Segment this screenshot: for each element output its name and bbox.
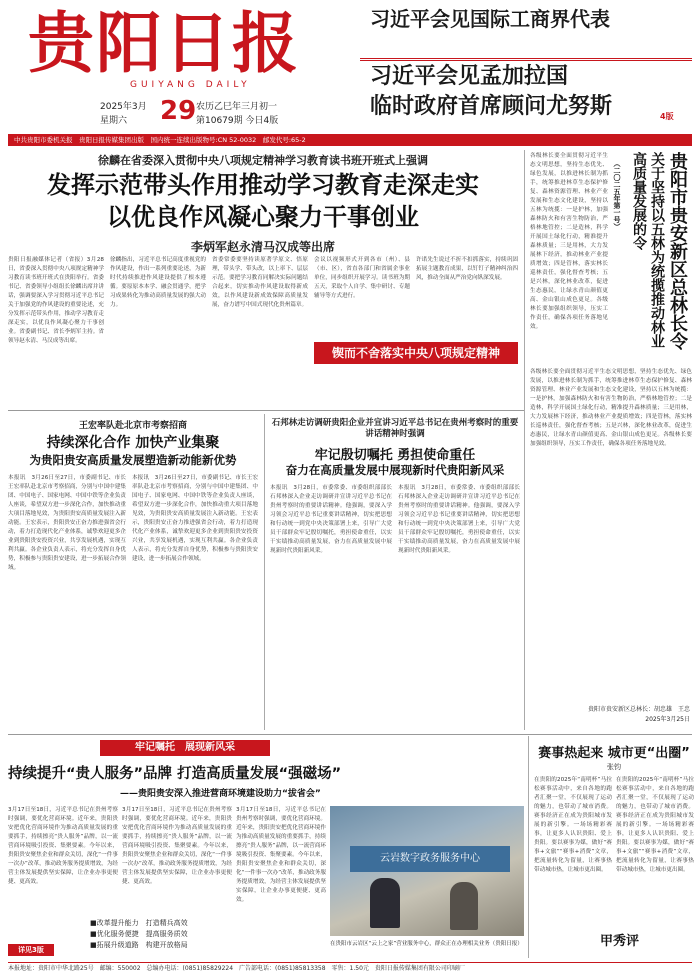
column-col-1: 在贵阳的2025年“南明杯”马拉松赛事活动中，来自各地的跑者汇聚一堂，不仅展现了运动的魅力，也带动了城市消费。赛事经济正在成为贵阳城市发展的新引擎。一场场精彩赛事，让更多人认识贵阳、爱上贵阳。要以赛事为媒，做好“赛事+文旅”“赛事+消费”文章，把流量转化为留量，让赛事热带动城市热，让城市更出圈。 — [534, 777, 612, 873]
story2-col-2: 本报讯 3月26日至27日，市委副书记、市长王宏率队赴北京市考察招商，分别与中国中建集团、中国电子、国家电网、中国中铁等企业负责人座谈，希望双方进一步深化合作，加快推动重大项目落地见效，为贵阳贵安高质量发展注入新动能。王宏表示，贵阳贵安正奋力推进强省会行动，着力打造现代化产业体系，诚挚欢迎更多企业到贵阳贵安投资兴业，共享发展机遇，实现互利共赢。各企业负责人表示，将充分发挥自身优势，积极参与贵阳贵安建设，进一步拓展合作领域。 — [132, 475, 258, 562]
top-headline-2-line2[interactable]: 临时政府首席顾问尤努斯 — [370, 94, 613, 119]
feature-photo-caption: 在贵阳市云岩区“云上之家”营业服务中心，群众正在办理相关业务（贵阳日报） — [330, 941, 523, 947]
column-seal: 甲秀评 — [600, 934, 640, 949]
top-headline-1[interactable]: 习近平会见国际工商界代表 — [370, 7, 610, 31]
lead-col-3: 省委常委要坚持读原著学原文、悟原理，带头学、带头改，以上率下、层层示范。要把学习教育同解决实际问题结合起来，切实推动作风建设取得新成效，以作风建设新成效保障高质量发展，奋力谱写中国式现代化贵州篇章。 — [212, 257, 308, 308]
column-col-2: 在贵阳的2025年“南明杯”马拉松赛事活动中，来自各地的跑者汇聚一堂，不仅展现了运动的魅力，也带动了城市消费。赛事经济正在成为贵阳城市发展的新引擎。一场场精彩赛事，让更多人认识贵阳、爱上贵阳。要以赛事为媒，做好“赛事+文旅”“赛事+消费”文章，把流量转化为留量，让赛事热带动城市热，让城市更出圈。 — [616, 777, 694, 873]
feature-bullets — [90, 918, 270, 951]
feature-title[interactable]: 持续提升“贵人服务”品牌 打造高质量发展“强磁场” — [8, 766, 342, 782]
story3-col-2: 本报讯 3月28日，市委常委、市委组织部部长石邦林深入企业走访调研并宣讲习近平总书记在贵州考察时的重要讲话精神。他强调，要深入学习领会习近平总书记重要讲话精神，切实把思想和行动统一到党中央决策部署上来，引导广大党员干部群众牢记殷切嘱托，勇担使命重任，以实干实绩推动高质量发展，奋力在高质量发展中展现新时代贵阳新风采。 — [398, 485, 520, 554]
masthead-title: 贵阳日报 — [28, 4, 300, 82]
top-headline-box — [360, 7, 692, 126]
feature-sub: ——贵阳贵安深入推进营商环境建设助力“拔省会” — [120, 789, 321, 799]
feature-page-ref[interactable]: 详见3版 — [8, 944, 54, 956]
column-author: 张钧 — [607, 763, 621, 771]
date-issue: 第10679期 今日4版 — [196, 116, 279, 126]
lead-col-2: 徐麟指出，习近平总书记高度重视党的作风建设，作出一系列重要论述，为新时代持续推进作风建设提供了根本遵循。要原原本本学、融会贯通学，把学习成果转化为推动高质量发展的强大动力。 — [110, 257, 206, 308]
story2-title-line1[interactable]: 持续深化合作 加快产业集聚 — [46, 435, 220, 451]
date-year-month: 2025年3月 — [100, 102, 147, 112]
story3-kicker[interactable]: 石邦林走访调研贵阳企业并宣讲习近平总书记在贵州考察时的重要讲话精神时强调 — [271, 418, 519, 439]
feature-photo — [330, 806, 524, 936]
top-headline-page-ref[interactable]: 4版 — [660, 112, 674, 121]
feature-bullet-2[interactable]: ■优化服务便捷 提高服务质效 — [90, 930, 188, 938]
lead-col-4: 会议以视频形式开到各市（州）、县（市、区），省直各部门和省属企事业单位，同步组织开展学习。读书班为期五天，采取个人自学、集中研讨、专题辅导等方式进行。 — [314, 257, 410, 299]
commentary-col-1: 各级林长要全面贯彻习近平生态文明思想，坚持生态优先、绿色发展，以推进林长制为抓手，统筹推进林草生态保护修复、森林资源管理、林业产业发展和生态文化建设，坚持以五林为统揽：一是护林，加强森林防火和有害生物防治，严格林地管控；二是造林，科学开展国土绿化行动，精准提升森林质量；三是用林，大力发展林下经济，推动林业产业提质增效；四是管林，落实林长巡林责任，强化督查考核；五是兴林，深化林业改革，促进生态惠民，让绿水青山颜值更高、金山银山成色更足。各级林长要加强组织领导，压实工作责任，确保各项任务落地见效。 — [530, 153, 608, 330]
date-day: 29 — [160, 96, 197, 126]
dateline — [100, 95, 350, 129]
feature-col-3: 3月17日至18日，习近平总书记在贵州考察时强调，要优化营商环境。近年来，贵阳贵安把优化营商环境作为推动高质量发展的重要抓手，持续擦亮“贵人服务”品牌，以一流营商环境吸引投资、集聚要素。今年以来，贵阳贵安聚焦企业和群众关切，深化“一件事一次办”改革，推动政务服务提质增效，为经营主体发展提供坚实保障，让企业办事更便捷、更高效。 — [236, 807, 326, 903]
commentary-sub: 关于坚持以五林为统揽推动林业高质量发展的令 — [631, 152, 665, 348]
story2-title-line2[interactable]: 为贵阳贵安高质量发展塑造新动能新优势 — [29, 453, 237, 467]
feature-bullet-3[interactable]: ■拓展升级道路 构建开放格局 — [90, 941, 188, 949]
commentary-date: 2025年3月25日 — [645, 716, 690, 723]
story3-col-1: 本报讯 3月28日，市委常委、市委组织部部长石邦林深入企业走访调研并宣讲习近平总书记在贵州考察时的重要讲话精神。他强调，要深入学习领会习近平总书记重要讲话精神，切实把思想和行动统一到党中央决策部署上来，引导广大党员干部群众牢记殷切嘱托，勇担使命重任，以实干实绩推动高质量发展，奋力在高质量发展中展现新时代贵阳新风采。 — [270, 485, 392, 554]
commentary-col-2: 各级林长要全面贯彻习近平生态文明思想，坚持生态优先、绿色发展，以推进林长制为抓手，统筹推进林草生态保护修复、森林资源管理、林业产业发展和生态文化建设，坚持以五林为统揽：一是护林，加强森林防火和有害生物防治，严格林地管控；二是造林，科学开展国土绿化行动，精准提升森林质量；三是用林，大力发展林下经济，推动林业产业提质增效；四是管林，落实林长巡林责任，强化督查考核；五是兴林，深化林业改革，促进生态惠民，让绿水青山颜值更高、金山银山成色更足。各级林长要加强组织领导，压实工作责任，确保各项任务落地见效。 — [530, 369, 692, 447]
date-lunar: 农历乙巳年三月初一 — [196, 102, 278, 112]
story3-title-line2[interactable]: 奋力在高质量发展中展现新时代贵阳新风采 — [285, 463, 505, 477]
feature-bullet-1[interactable]: ■改革提升能力 打造精兵高效 — [90, 919, 188, 927]
lead-col-1: 贵阳日报融媒体记者（省报）3月28日，省委深入贯彻中央八项规定精神学习教育读书班开班式在贵阳举行。省委书记、省委领导小组组长徐麟出席并讲话，强调要深入学习贯彻习近平总书记关于加强党的作风建设的重要论述，充分发挥示范带头作用，推动学习教育走深走实，以优良作风凝心聚力干事创业。省委副书记、省长李炳军主持。省领导赵永清、马汉成等出席。 — [8, 257, 104, 344]
photo-sign: 云岩数字政务服务中心 — [350, 846, 510, 872]
feature-col-1: 3月17日至18日，习近平总书记在贵州考察时强调，要优化营商环境。近年来，贵阳贵安把优化营商环境作为推动高质量发展的重要抓手，持续擦亮“贵人服务”品牌，以一流营商环境吸引投资、集聚要素。今年以来，贵阳贵安聚焦企业和群众关切，深化“一件事一次办”改革，推动政务服务提质增效，为经营主体发展提供坚实保障，让企业办事更便捷、更高效。 — [8, 807, 118, 885]
column-title[interactable]: 赛事热起来 城市更“出圈” — [538, 746, 690, 761]
lead-sub: 李炳军赵永清马汉成等出席 — [190, 240, 335, 254]
lead-kicker[interactable]: 徐麟在省委深入贯彻中央八项规定精神学习教育读书班开班式上强调 — [98, 154, 428, 167]
feature-col-2: 3月17日至18日，习近平总书记在贵州考察时强调，要优化营商环境。近年来，贵阳贵安把优化营商环境作为推动高质量发展的重要抓手，持续擦亮“贵人服务”品牌，以一流营商环境吸引投资、集聚要素。今年以来，贵阳贵安聚焦企业和群众关切，深化“一件事一次办”改革，推动政务服务提质增效，为经营主体发展提供坚实保障，让企业办事更便捷、更高效。 — [122, 807, 232, 885]
lead-banner: 锲而不舍落实中央八项规定精神 — [314, 342, 518, 364]
commentary-date-line: （二〇二五年第一号） — [613, 160, 621, 230]
commentary-signature: 贵阳市贵安新区总林长：胡忠雄 王忠 — [587, 706, 690, 713]
story2-col-1: 本报讯 3月26日至27日，市委副书记、市长王宏率队赴北京市考察招商，分别与中国中建集团、中国电子、国家电网、中国中铁等企业负责人座谈，希望双方进一步深化合作，加快推动重大项目落地见效，为贵阳贵安高质量发展注入新动能。王宏表示，贵阳贵安正奋力推进强省会行动，着力打造现代化产业体系，诚挚欢迎更多企业到贵阳贵安投资兴业，共享发展机遇，实现互利共赢。各企业负责人表示，将充分发挥自身优势，积极参与贵阳贵安建设，进一步拓展合作领域。 — [8, 475, 126, 571]
lead-title-line1[interactable]: 发挥示范带头作用推动学习教育走深走实 — [47, 171, 479, 199]
lead-col-5: 许诺先生说过不折不扣抓落实，持续巩固拓展主题教育成果，以钉钉子精神纠治四风，推动全面从严治党向纵深发展。 — [416, 257, 518, 281]
story3-title-line1[interactable]: 牢记殷切嘱托 勇担使命重任 — [314, 448, 476, 463]
top-headline-2-line1[interactable]: 习近平会见孟加拉国 — [370, 64, 569, 89]
footer: 本报地址：贵阳市中华北路25号 邮编：550002 总编办电话：(0851)85829224 广告部电话：(0851)85813358 零售：1.50元 贵阳日报传媒集团有限公司印刷厂 — [8, 962, 692, 974]
date-weekday: 星期六 — [100, 116, 128, 126]
lead-title-line2[interactable]: 以优良作风凝心聚力干事创业 — [107, 203, 419, 231]
story2-kicker[interactable]: 王宏率队赴北京市考察招商 — [78, 421, 187, 431]
feature-banner: 牢记嘱托 展现新风采 — [100, 740, 270, 756]
commentary-title[interactable]: 贵阳市贵安新区总林长令 — [667, 152, 688, 350]
masthead-subtitle: GUIYANG DAILY — [130, 80, 251, 90]
info-bar: 中共贵阳市委机关报 贵阳日报传媒集团出版 国内统一连续出版物号:CN 52-0032 邮发代号:65-2 — [8, 134, 692, 146]
